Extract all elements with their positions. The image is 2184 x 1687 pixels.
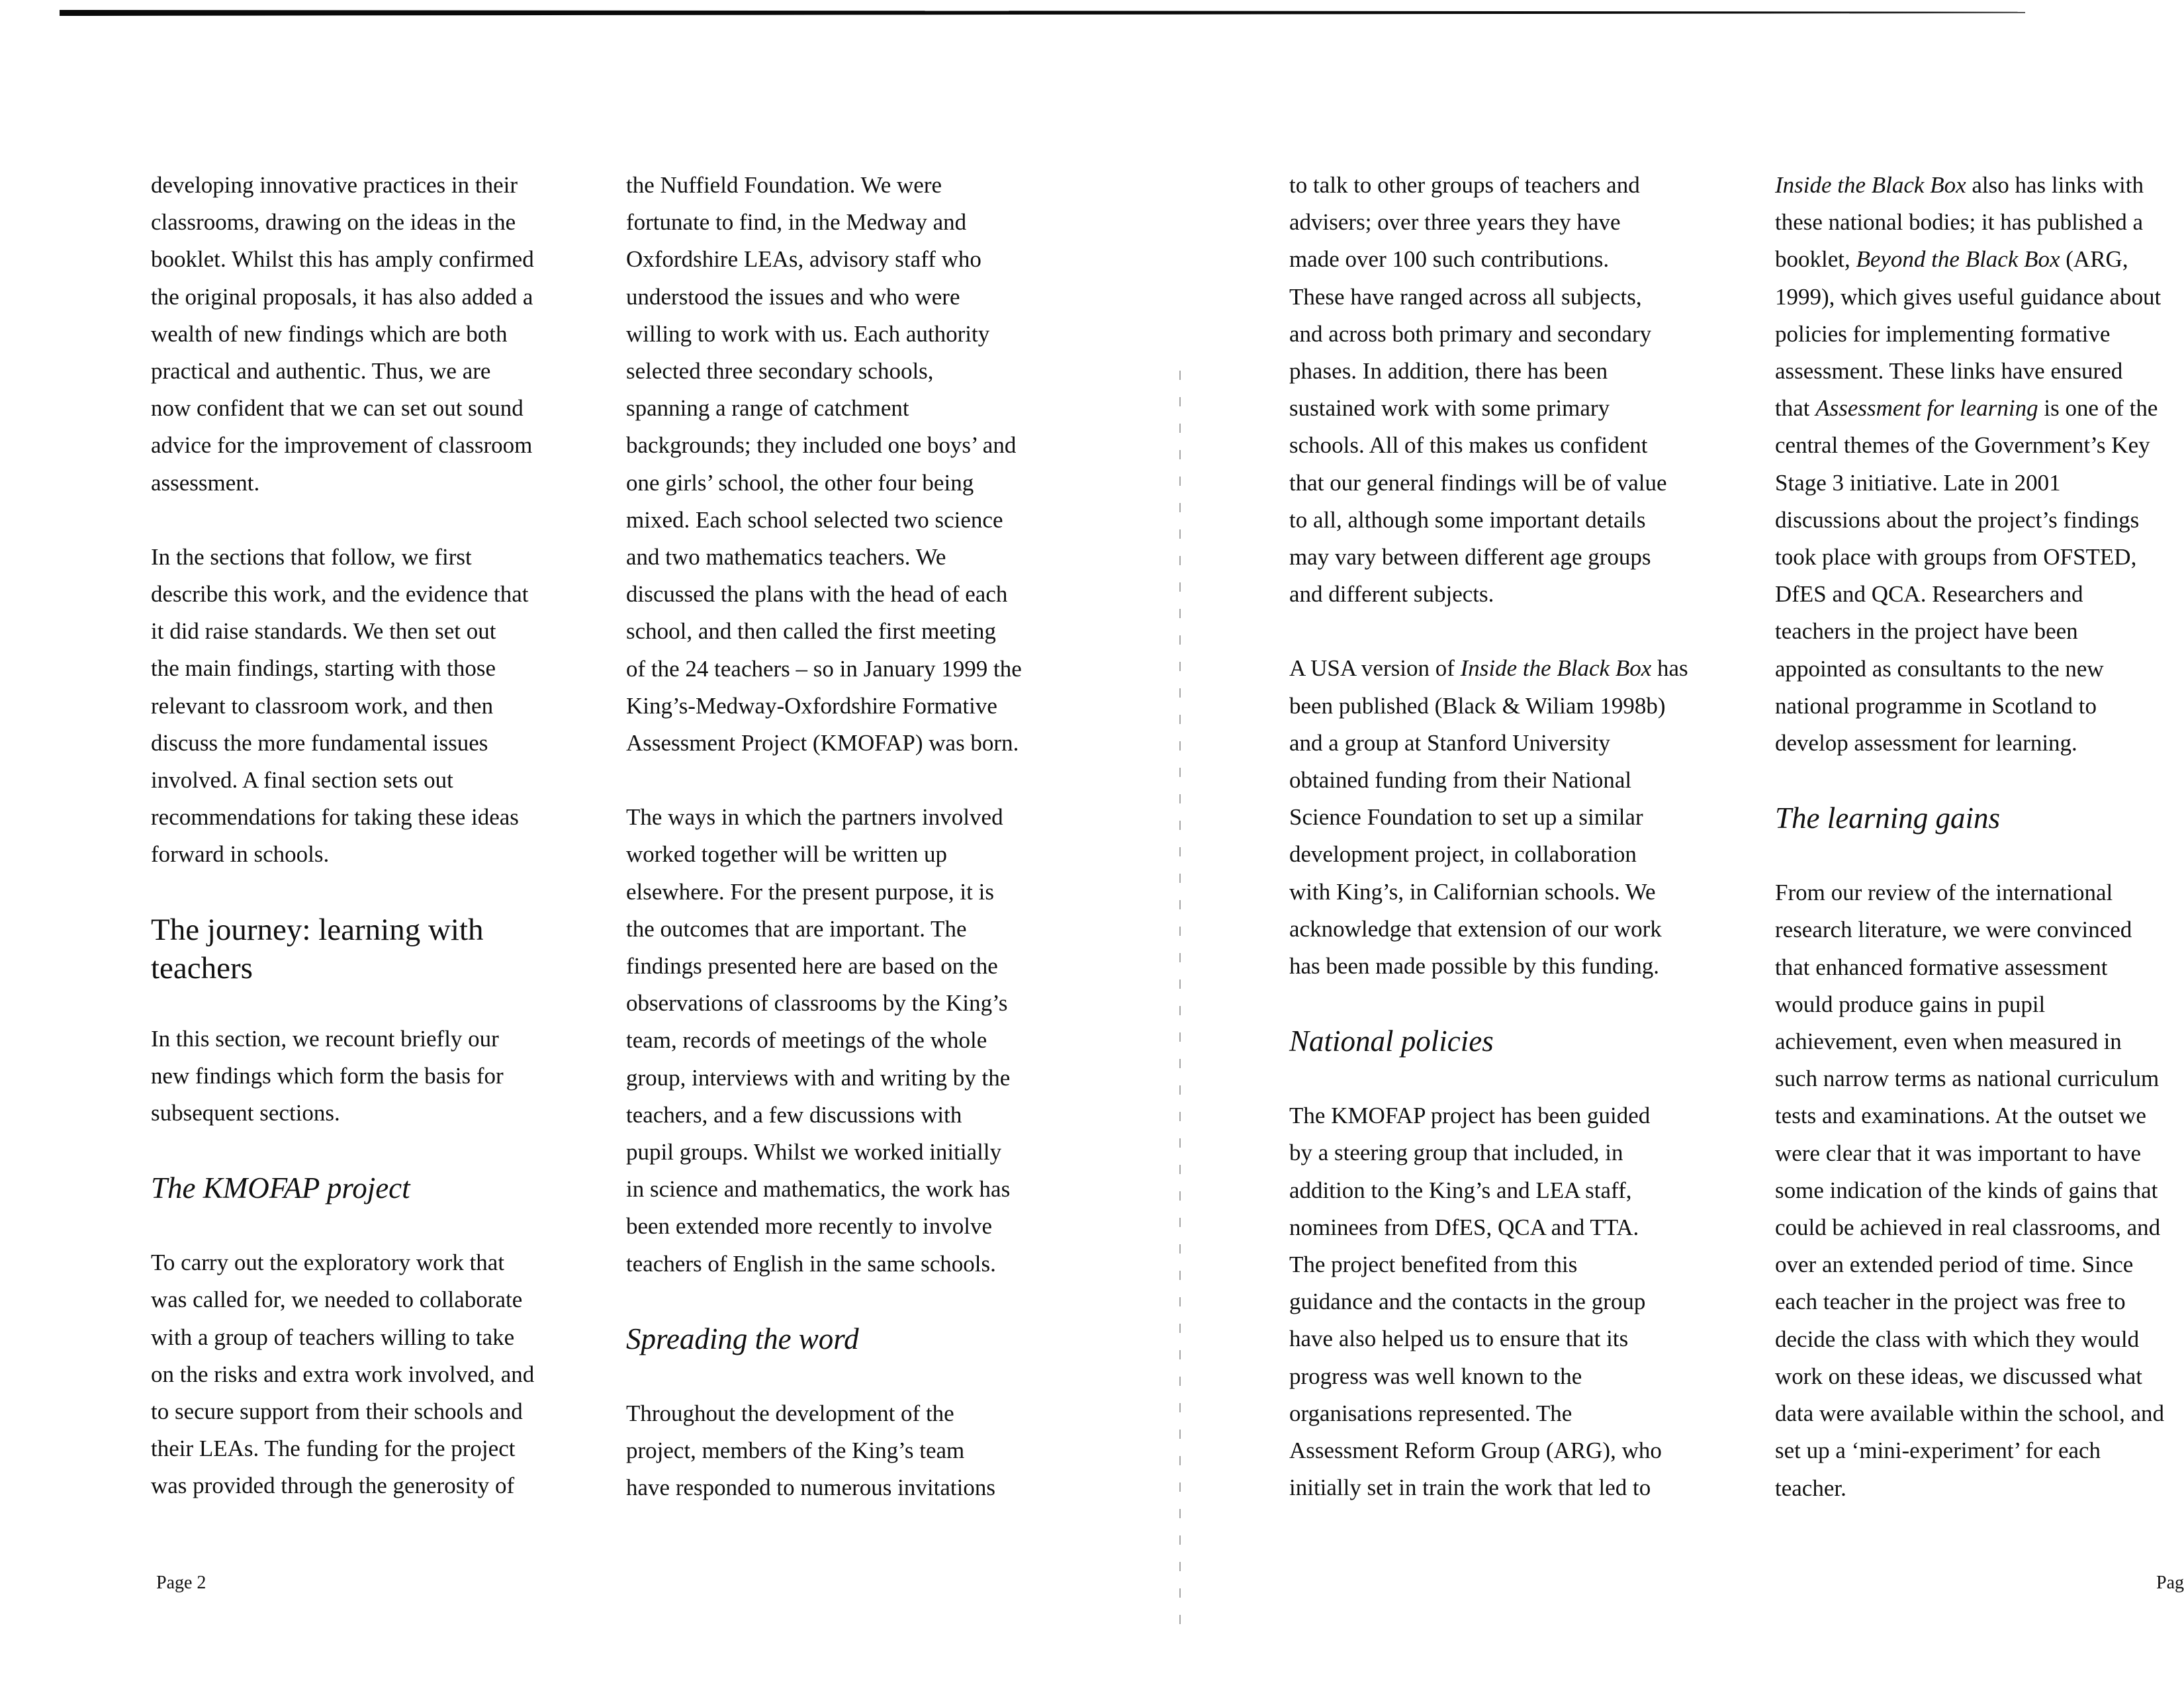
paragraph-journey-intro [151, 1021, 601, 1132]
text-run: booklet, [1775, 246, 1856, 273]
text-line: booklet. Whilst this has amply confirmed [151, 246, 534, 273]
text-line: The project benefited from this [1289, 1252, 1578, 1278]
text-line: advisers; over three years they have [1289, 209, 1621, 236]
emphasis-term: Assessment for learning [1815, 395, 2038, 422]
text-line: with a group of teachers willing to take [151, 1324, 515, 1350]
paragraph-usa-version [1289, 650, 1739, 985]
text-line: elsewhere. For the present purpose, it is [626, 878, 994, 905]
text-line: guidance and the contacts in the group [1289, 1289, 1646, 1315]
text-line: and a group at Stanford University [1289, 729, 1611, 756]
text-line [1775, 167, 2184, 204]
text-line: on the risks and extra work involved, and [151, 1361, 535, 1387]
text-line: that enhanced formative assessment [1775, 954, 2108, 980]
text-line: developing innovative practices in their [151, 172, 518, 198]
text-line: Assessment Project (KMOFAP) was born. [626, 730, 1019, 756]
page-number-left: Page 2 [156, 1573, 206, 1593]
text-line: relevant to classroom work, and then [151, 692, 494, 719]
text-line: such narrow terms as national curriculum [1775, 1066, 2160, 1092]
text-line: From our review of the international [1775, 880, 2113, 906]
text-line: has been made possible by this funding. [1289, 953, 1659, 980]
page-number-right: Pag [2156, 1573, 2184, 1593]
subheading-kmofap-project: The KMOFAP project [151, 1171, 410, 1205]
subheading-learning-gains: The learning gains [1775, 801, 2001, 835]
text-line: central themes of the Government’s Key [1775, 432, 2150, 459]
text-line: would produce gains in pupil [1775, 991, 2046, 1017]
paragraph-intro [151, 167, 601, 502]
text-line: school, and then called the first meeting [626, 618, 996, 645]
text-line: nominees from DfES, QCA and TTA. [1289, 1214, 1639, 1240]
text-line: by a steering group that included, in [1289, 1140, 1623, 1166]
text-line: research literature, we were convinced [1775, 917, 2132, 943]
paragraph-learning-gains [1775, 874, 2184, 1506]
subheading-national-policies: National policies [1289, 1025, 1494, 1058]
text-run: (ARG, [2060, 246, 2128, 273]
text-line: over an extended period of time. Since [1775, 1252, 2134, 1278]
text-line: addition to the King’s and LEA staff, [1289, 1177, 1632, 1203]
text-line: worked together will be written up [626, 841, 948, 868]
text-line: schools. All of this makes us confident [1289, 432, 1648, 459]
text-line: to secure support from their schools and [151, 1398, 523, 1425]
text-line: set up a ‘mini-experiment’ for each [1775, 1437, 2101, 1464]
paragraph-nuffield [626, 167, 1076, 762]
right-page-column-2 [1775, 167, 2184, 1544]
text-line: teacher. [1775, 1475, 1846, 1501]
text-line: decide the class with which they would [1775, 1326, 2140, 1352]
text-line: of the 24 teachers – so in January 1999 the [626, 655, 1022, 682]
paragraph-spreading [626, 1395, 1076, 1507]
text-line [1289, 650, 1739, 687]
text-line: was called for, we needed to collaborate [151, 1287, 523, 1313]
text-line: have responded to numerous invitations [626, 1475, 995, 1501]
right-page-column-1 [1289, 167, 1739, 1544]
text-line: develop assessment for learning. [1775, 730, 2077, 756]
text-line: Stage 3 initiative. Late in 2001 [1775, 469, 2061, 496]
text-line: and across both primary and secondary [1289, 320, 1652, 347]
text-line: organisations represented. The [1289, 1400, 1572, 1426]
text-line: and two mathematics teachers. We [626, 544, 946, 570]
text-line: team, records of meetings of the whole [626, 1027, 987, 1054]
text-line [1775, 241, 2184, 278]
text-line: spanning a range of catchment [626, 395, 909, 422]
text-line: obtained funding from their National [1289, 767, 1632, 794]
left-page-column-2 [626, 167, 1076, 1544]
text-line: to talk to other groups of teachers and [1289, 172, 1640, 198]
text-line: work on these ideas, we discussed what [1775, 1363, 2143, 1389]
heading-line: teachers [151, 950, 253, 985]
text-line: teachers of English in the same schools. [626, 1250, 996, 1277]
paragraph-steering-group [1289, 1097, 1739, 1506]
text-line: the outcomes that are important. The [626, 915, 967, 942]
text-line: achievement, even when measured in [1775, 1028, 2122, 1055]
text-line: Oxfordshire LEAs, advisory staff who [626, 246, 981, 273]
text-line: King’s-Medway-Oxfordshire Formative [626, 692, 997, 719]
text-line: discussed the plans with the head of each [626, 581, 1008, 608]
text-line: development project, in collaboration [1289, 841, 1637, 868]
text-line: observations of classrooms by the King’s [626, 990, 1008, 1017]
text-line: national programme in Scotland to [1775, 692, 2097, 719]
text-line: forward in schools. [151, 841, 330, 868]
paragraph-sections-overview [151, 539, 601, 874]
text-line: project, members of the King’s team [626, 1437, 965, 1464]
text-line: teachers in the project have been [1775, 618, 2078, 645]
text-line: have also helped us to ensure that its [1289, 1326, 1629, 1352]
text-line: DfES and QCA. Researchers and [1775, 581, 2083, 608]
text-line: discuss the more fundamental issues [151, 729, 488, 756]
center-fold-line [1179, 371, 1181, 1641]
text-line: now confident that we can set out sound [151, 395, 523, 422]
text-line: fortunate to find, in the Medway and [626, 209, 967, 236]
text-line: progress was well known to the [1289, 1363, 1582, 1389]
text-line: were clear that it was important to have [1775, 1140, 2141, 1166]
text-line: in science and mathematics, the work has [626, 1176, 1011, 1203]
text-line: phases. In addition, there has been [1289, 358, 1608, 385]
text-line: 1999), which gives useful guidance about [1775, 283, 2161, 310]
text-line: These have ranged across all subjects, [1289, 283, 1642, 310]
text-line: with King’s, in Californian schools. We [1289, 878, 1656, 905]
text-line: classrooms, drawing on the ideas in the [151, 209, 516, 236]
paragraph-partners [626, 799, 1076, 1283]
text-line: tests and examinations. At the outset we [1775, 1103, 2146, 1129]
text-line: their LEAs. The funding for the project [151, 1436, 516, 1462]
text-line: involved. A final section sets out [151, 767, 453, 794]
text-line: mixed. Each school selected two science [626, 506, 1003, 533]
left-page-column-1 [151, 167, 601, 1542]
book-title: Inside the Black Box [1775, 172, 1966, 198]
section-heading-journey [151, 911, 601, 987]
text-line: In this section, we recount briefly our [151, 1025, 499, 1052]
text-line: been published (Black & Wiliam 1998b) [1289, 692, 1666, 719]
text-line: that our general findings will be of value [1289, 469, 1667, 496]
paragraph-kmofap-start [151, 1244, 601, 1504]
text-run: has [1651, 655, 1688, 682]
text-line: it did raise standards. We then set out [151, 618, 496, 645]
text-line: acknowledge that extension of our work [1289, 915, 1662, 942]
text-line: group, interviews with and writing by the [626, 1064, 1011, 1091]
text-line: understood the issues and who were [626, 283, 960, 310]
text-line: data were available within the school, and [1775, 1400, 2164, 1427]
text-run: is one of the [2038, 395, 2158, 422]
text-line: some indication of the kinds of gains that [1775, 1177, 2158, 1203]
text-line: sustained work with some primary [1289, 395, 1610, 422]
text-line: subsequent sections. [151, 1100, 340, 1126]
text-line: each teacher in the project was free to [1775, 1289, 2126, 1315]
text-line: the Nuffield Foundation. We were [626, 172, 942, 198]
text-line: The KMOFAP project has been guided [1289, 1103, 1651, 1129]
text-line: selected three secondary schools, [626, 358, 934, 385]
text-line: been extended more recently to involve [626, 1213, 992, 1240]
text-line: describe this work, and the evidence that [151, 581, 529, 608]
text-line: the main findings, starting with those [151, 655, 496, 682]
text-line: wealth of new findings which are both [151, 320, 508, 347]
text-line: was provided through the generosity of [151, 1473, 515, 1499]
text-line: discussions about the project’s findings [1775, 506, 2140, 533]
book-title: Inside the Black Box [1460, 655, 1652, 682]
text-line: assessment. [151, 469, 260, 496]
text-run: A USA version of [1289, 655, 1461, 682]
text-line: Throughout the development of the [626, 1400, 954, 1426]
text-line: recommendations for taking these ideas [151, 804, 519, 831]
text-line: advice for the improvement of classroom [151, 432, 533, 459]
text-line: policies for implementing formative [1775, 320, 2111, 347]
text-line: In the sections that follow, we first [151, 543, 472, 570]
text-line: initially set in train the work that led to [1289, 1475, 1651, 1501]
text-run: also has links with [1966, 172, 2144, 198]
text-line: teachers, and a few discussions with [626, 1101, 962, 1128]
text-line: findings presented here are based on the [626, 953, 998, 980]
text-line: one girls’ school, the other four being [626, 469, 974, 496]
text-line: backgrounds; they included one boys’ and [626, 432, 1017, 459]
text-line [1775, 390, 2184, 427]
text-line: The ways in which the partners involved [626, 804, 1003, 831]
text-line: the original proposals, it has also added a [151, 283, 533, 310]
text-line: Science Foundation to set up a similar [1289, 804, 1643, 831]
text-line: pupil groups. Whilst we worked initially [626, 1139, 1002, 1165]
text-line: took place with groups from OFSTED, [1775, 544, 2137, 570]
text-line: To carry out the exploratory work that [151, 1250, 505, 1276]
text-line: these national bodies; it has published a [1775, 209, 2144, 236]
paragraph-black-box-links [1775, 167, 2184, 762]
text-line: made over 100 such contributions. [1289, 246, 1610, 273]
text-line: willing to work with us. Each authority [626, 320, 990, 347]
text-line: to all, although some important details [1289, 506, 1646, 533]
paragraph-contributions [1289, 167, 1739, 613]
heading-line: The journey: learning with [151, 912, 484, 947]
text-line: Assessment Reform Group (ARG), who [1289, 1437, 1662, 1464]
text-line: practical and authentic. Thus, we are [151, 358, 491, 385]
subheading-spreading-the-word: Spreading the word [626, 1322, 859, 1355]
book-title: Beyond the Black Box [1856, 246, 2060, 273]
text-line: new findings which form the basis for [151, 1062, 504, 1089]
text-line: may vary between different age groups [1289, 544, 1651, 570]
top-rule [60, 10, 2025, 16]
text-line: assessment. These links have ensured [1775, 358, 2123, 385]
text-line: could be achieved in real classrooms, and [1775, 1214, 2161, 1241]
text-run: that [1775, 395, 1816, 422]
text-line: appointed as consultants to the new [1775, 655, 2104, 682]
text-line: and different subjects. [1289, 581, 1494, 608]
